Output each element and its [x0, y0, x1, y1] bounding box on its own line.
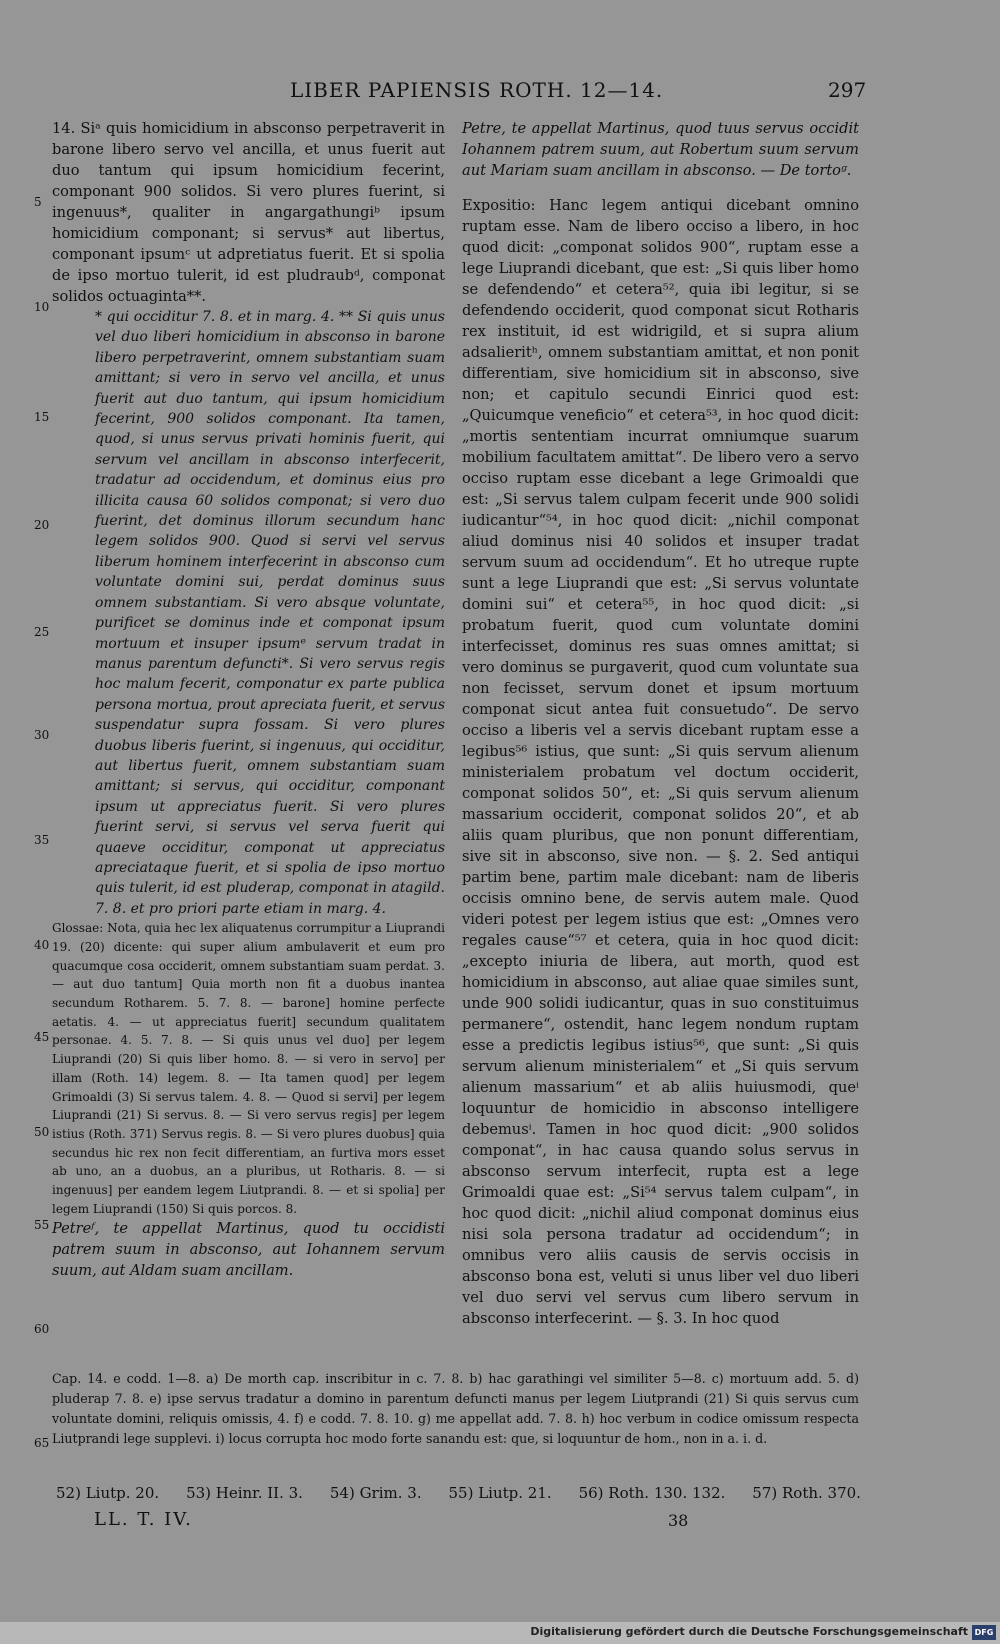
expositio: Expositio: Hanc legem antiqui dicebant omnino ruptam esse. Nam de libero occiso a libero, in hoc quod dicit: „componat solidos 900“, ruptam esse a lege Liuprandi dicebant, que est: „Si quis liber homo se defendendo“ et cetera⁵², quia ibi legitur, si se defendendo occiderit, quod componat sicut Rotharis rex instituit, id est widrigild, et si supra alium adsalieritʰ, omnem substantiam amittat, et non ponit differentiam, sive homicidium sit in absconso, sive non; et capitulo secundi Einrici quod est: „Quicumque veneficio“ et cetera⁵³, in hoc quod dicit: „mortis sententiam incurrat omniumque suarum mobilium facultatem amittat“. De libero vero a servo occiso ruptam esse dicebant a lege Grimoaldi que est: „Si servus talem culpam fecerit unde 900 solidi iudicantur“⁵⁴, in hoc quod dicit: „nichil componat aliud dominus nisi 40 solidos et insuper tradat servum suum ad occidendum“. Et ho utreque rupte sunt a lege Liuprandi que est: „Si servus voluntate domini sui“ et cetera⁵⁵, in hoc quod dicit: „si probatum fuerit, quod cum voluntate domini interfecisset, dominus res suas omnes amittat; si vero dominus se purgaverit, quod cum voluntate sua non fecisset, servum donet et ipsum mortuum componat sicut antea fuit consuetudo“. De servo occiso a liberis vel a servis dicebant ruptam esse a legibus⁵⁶ istius, que sunt: „Si quis servum alienum ministerialem probatum vel doctum occiderit, componat solidos 50“, et: „Si quis servum alienum massarium occiderit, componat solidos 20“, et ab aliis quam pluribus, que non ponunt differentiam, sive sit in absconso, sive non. — §. 2. Sed antiqui partim bene, partim male dicebant: nam de liberis occisis omnino bene, de servis autem male. Quod videri potest per legem istius que est: „Omnes vero regales cause“⁵⁷ et cetera, quia in hoc quod dicit: „excepto iniuria de libera, aut morth, quod est homicidium in absconso, aut aliae quae similes sunt, unde 900 solidi iudicantur, quas in suo constituimus permanere“, ostendit, hanc legem nondum ruptam esse a predictis legibus istius⁵⁶, que sunt: „Si quis servum alienum ministerialem“ et „Si quis servum alienum massarium“ et ab aliis huiusmodi, queⁱ loquuntur de homicidio in absconso intelligere debemusⁱ. Tamen in hoc quod dicit: „900 solidos componat“, in hac causa quando solus servus in absconso servum interfecit, rupta est a lege Grimoaldi quae est: „Si⁵⁴ servus talem culpam“, in hoc quod dicit: „nichil aliud componat dominus eius nisi sola persona tradatur ad occidendum“; in omnibus vero aliis causis de servis occisis in absconso bona est, veluti si unus liber vel duo liberi vel duo servi vel servus cum libero servum in absconso interfecerint. — §. 3. In hoc quod — [462, 197, 859, 1327]
gathering-number: 38 — [668, 1511, 689, 1530]
reference-notes — [56, 1484, 861, 1502]
footnotes — [52, 1369, 859, 1449]
volume-signature: LL. T. IV. — [94, 1509, 193, 1530]
reference-note: 57) Roth. 370. — [752, 1484, 861, 1502]
running-title: LIBER PAPIENSIS ROTH. 12—14. — [290, 78, 664, 102]
left-column — [52, 118, 445, 1281]
reference-note: 52) Liutp. 20. — [56, 1484, 160, 1502]
footnote-text: Cap. 14. e codd. 1—8. a) De morth cap. inscribitur in c. 7. 8. b) hac garathingi vel similiter 5—8. c) mortuum add. 5. d) pluderap 7. 8. e) ipse servus tradatur a domino in parentum defuncti manus per legem Liutprandi (21) Si quis servus cum voluntate domini, reliquis omissis, 4. f) e codd. 7. 8. 10. g) me appellat add. 7. 8. h) hoc verbum in codice omissum respecta Liutprandi lege supplevi. i) locus corrupta hoc modo forte sanandu est: que, si loquuntur de hom., non in a. i. d. — [52, 1371, 859, 1446]
page-number: 297 — [828, 78, 867, 102]
line-number: 10 — [34, 300, 50, 314]
page-header — [0, 78, 1000, 108]
line-number: 60 — [34, 1322, 50, 1336]
reference-note: 54) Grim. 3. — [329, 1484, 422, 1502]
reference-note: 55) Liutp. 21. — [448, 1484, 552, 1502]
reference-note: 56) Roth. 130. 132. — [578, 1484, 726, 1502]
reference-note: 53) Heinr. II. 3. — [186, 1484, 303, 1502]
line-number: 35 — [34, 833, 50, 847]
variant-text: * qui occiditur 7. 8. et in marg. 4. ** Si quis unus vel duo liberi homicidium in absconso in barone libero perpetraverint, omnem substantiam suam amittant; si vero in servo vel ancilla, et unus fuerit aut duo tantum, qui ipsum homicidium fecerint, 900 solidos componant. Ita tamen, quod, si unus servus privati hominis fuerit, qui servum vel ancillam in absconso interfecerit, tradatur ad occidendum, et dominus eius pro illicita causa 60 solidos componat; si vero duo fuerint, det dominus illorum secundum hanc legem solidos 900. Quod si servi vel servus liberum hominem interfecerint in absconso cum voluntate domini sui, perdat dominus suus omnem substantiam. Si vero absque voluntate, purificet se dominus inde et componat ipsum mortuum et insuper ipsumᵉ servum tradat in manus parentum defuncti*. Si vero servus regis hoc malum fecerit, componatur ex parte publica persona mortua, prout apreciata fuerit, et servus suspendatur supra fossam. Si vero plures duobus liberis fuerint, si ingenuus, qui occiditur, aut libertus fuerit, omnem substantiam suam amittant; si servus, qui occiditur, componant ipsum ut appreciatus fuerit. Si vero plures fuerint servi, si servus vel serva fuerit qui quaeve occiditur, componat ut appreciatus apreciataque fuerit, et si spolia de ipso mortuo quis tulerit, id est pluderap, componat in atagild. 7. 8. et pro priori parte etiam in marg. 4. — [95, 309, 445, 917]
line-number: 50 — [34, 1125, 50, 1139]
line-number: 30 — [34, 728, 50, 742]
line-number: 55 — [34, 1218, 50, 1232]
line-number: 40 — [34, 938, 50, 952]
credit-bar — [0, 1622, 1000, 1644]
formula-continued: Petre, te appellat Martinus, quod tuus servus occidit Iohannem patrem suum, aut Robertum suum servum aut Mariam suam ancillam in absconso. — De tortoᵍ. — [462, 120, 859, 179]
line-number: 65 — [34, 1436, 50, 1450]
right-column — [462, 118, 859, 1329]
law-text: 14. Siᵃ quis homicidium in absconso perpetraverit in barone libero servo vel ancilla, et unus fuerit aut duo tantum qui ipsum homicidium fecerint, componant 900 solidos. Si vero plures fuerint, si ingenuus*, qualiter in angargathungiᵇ ipsum homicidium componant; si servus* aut libertus, componant ipsumᶜ ut adpretiatus fuerit. Et si spolia de ipso mortuo tulerit, id est pludraubᵈ, componat solidos octuaginta**. — [52, 120, 445, 305]
formula-text: Petreᶠ, te appellat Martinus, quod tu occidisti patrem suum in absconso, aut Iohannem servum suum, aut Aldam suam ancillam. — [52, 1220, 445, 1280]
credit-text: Digitalisierung gefördert durch die Deutsche Forschungsgemeinschaft — [530, 1625, 968, 1638]
line-number: 5 — [34, 195, 42, 209]
line-number: 15 — [34, 410, 50, 424]
glossae: Glossae: Nota, quia hec lex aliquatenus corrumpitur a Liuprandi 19. (20) dicente: qui super alium ambulaverit et eum pro quacumque cosa occiderit, omnem substantiam suam perdat. 3. — aut duo tantum] Quia morth non fit a duobus inantea secundum Rotharem. 5. 7. 8. — barone] homine perfecte aetatis. 4. — ut appreciatus fuerit] secundum qualitatem personae. 4. 5. 7. 8. — Si quis unus vel duo] per legem Liuprandi (20) Si quis liber homo. 8. — si vero in servo] per illam (Roth. 14) legem. 8. — Ita tamen quod] per legem Grimoaldi (3) Si servus talem. 4. 8. — Quod si servi] per legem Liuprandi (21) Si servus. 8. — Si vero servus regis] per legem istius (Roth. 371) Servus regis. 8. — Si vero plures duobus] quia secundus hic rex non fecit differentiam, an furtiva mors esset ab uno, an a duobus, an a pluribus, ut Rotharis. 8. — si ingenuus] per eandem legem Liutprandi. 8. — et si spolia] per legem Liuprandi (150) Si quis porcos. 8. — [52, 921, 445, 1216]
dfg-logo-icon: DFG — [972, 1625, 996, 1640]
line-number: 25 — [34, 625, 50, 639]
line-number: 45 — [34, 1030, 50, 1044]
line-number: 20 — [34, 518, 50, 532]
